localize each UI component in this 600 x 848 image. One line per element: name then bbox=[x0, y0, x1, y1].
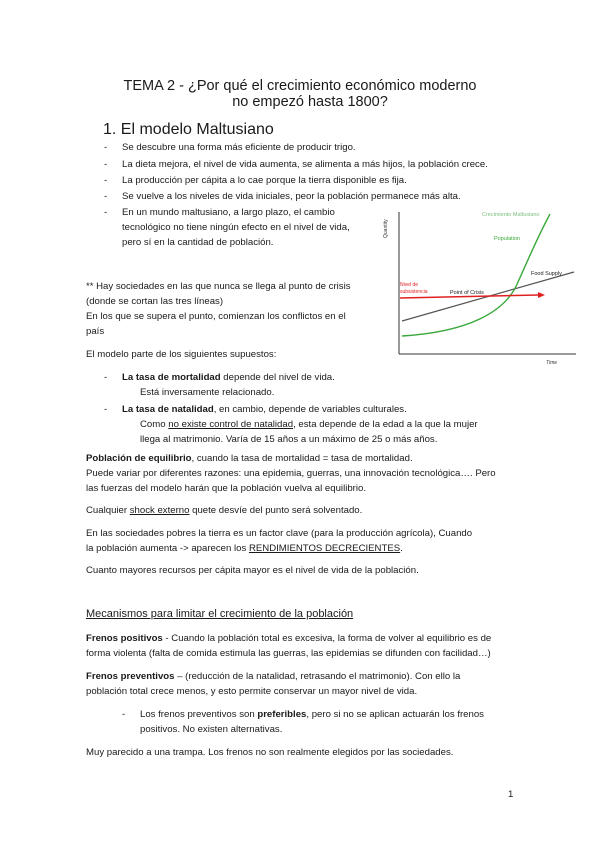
y-axis-label: Quantity bbox=[383, 219, 389, 238]
bullet-dash: - bbox=[104, 372, 108, 383]
bullet-dash: - bbox=[104, 142, 108, 153]
positive-line-1 bbox=[86, 631, 491, 647]
positive-line-2: forma violenta (falta de comida estimula las guerras, las epidemias se difunden con facilidad…) bbox=[86, 648, 491, 659]
preferable-line-1 bbox=[140, 707, 484, 723]
crisis-label: Point of Crisis bbox=[450, 290, 484, 296]
chart-top-label: Crecimiento Maltusiano bbox=[482, 212, 540, 218]
bullet-dash: - bbox=[122, 709, 126, 720]
preventive-rest: – (reducción de la natalidad, retrasando el matrimonio). Con ello la bbox=[174, 671, 461, 682]
bullet-text: La dieta mejora, el nivel de vida aumenta, se alimenta a más hijos, la población crece. bbox=[122, 159, 488, 170]
bullet-text: Se vuelve a los niveles de vida iniciales, peor la población permanece más alta. bbox=[122, 191, 461, 202]
note-line: (donde se cortan las tres líneas) bbox=[86, 296, 224, 307]
preventive-line-1 bbox=[86, 669, 460, 685]
note-line: ** Hay sociedades en las que nunca se llega al punto de crisis bbox=[86, 281, 351, 292]
preferable-term: preferibles bbox=[257, 709, 307, 720]
text-span: la población aumenta -> aparecen los bbox=[86, 543, 249, 554]
bullet-dash: - bbox=[104, 175, 108, 186]
bullet-text: La producción per cápita a lo cae porque la tierra disponible es fija. bbox=[122, 175, 407, 186]
text-span: Los frenos preventivos son bbox=[140, 709, 258, 720]
subsistence-arrowhead bbox=[538, 292, 545, 298]
text-span: Cualquier bbox=[86, 505, 130, 516]
natality-sub-1 bbox=[140, 417, 478, 433]
text-span: Como bbox=[140, 419, 169, 430]
closing-line: Muy parecido a una trampa. Los frenos no son realmente elegidos por las sociedades. bbox=[86, 747, 454, 758]
equilibrium-line-3: las fuerzas del modelo harán que la población vuelva al equilibrio. bbox=[86, 483, 366, 494]
preferable-line-2: positivos. No existen alternativas. bbox=[140, 724, 283, 735]
poor-line-1: En las sociedades pobres la tierra es un factor clave (para la producción agrícola), Cuando bbox=[86, 528, 473, 539]
poor-line-2 bbox=[86, 541, 403, 557]
assumptions-intro: El modelo parte de los siguientes supuestos: bbox=[86, 349, 277, 360]
bullet-text: Se descubre una forma más eficiente de producir trigo. bbox=[122, 142, 356, 153]
note-line: país bbox=[86, 326, 105, 337]
mortality-rest: depende del nivel de vida. bbox=[220, 372, 335, 383]
resources-line: Cuanto mayores recursos per cápita mayor es el nivel de vida de la población. bbox=[86, 565, 419, 576]
equilibrium-line-1 bbox=[86, 451, 413, 467]
text-span: . bbox=[400, 543, 403, 554]
malthusian-chart bbox=[378, 208, 580, 368]
preventive-line-2: población total crece menos, y esto permite conservar un mayor nivel de vida. bbox=[86, 686, 418, 697]
section-heading-malthus: 1. El modelo Maltusiano bbox=[103, 121, 274, 138]
text-span: quete desvíe del punto será solventado. bbox=[189, 505, 363, 516]
positive-rest: - Cuando la población total es excesiva, la forma de volver al equilibrio es de bbox=[162, 633, 492, 644]
x-axis-label: Time bbox=[546, 360, 558, 366]
text-span: , pero si no se aplican actuarán los frenos bbox=[306, 709, 484, 720]
section-heading-mechanisms: Mecanismos para limitar el crecimiento de la población bbox=[86, 608, 354, 620]
food-supply-label: Food Supply bbox=[531, 271, 562, 277]
bullet-text: pero sí en la cantidad de población. bbox=[122, 237, 274, 248]
note-line: En los que se supera el punto, comienzan los conflictos en el bbox=[86, 311, 346, 322]
mortality-sub: Está inversamente relacionado. bbox=[140, 387, 275, 398]
bullet-dash: - bbox=[104, 159, 108, 170]
bullet-text: tecnológico no tiene ningún efecto en el nivel de vida, bbox=[122, 222, 350, 233]
population-label: Population bbox=[494, 236, 520, 242]
equilibrium-term: Población de equilibrio bbox=[86, 453, 192, 464]
bullet-text: En un mundo maltusiano, a largo plazo, el cambio bbox=[122, 207, 335, 218]
positive-term: Frenos positivos bbox=[86, 633, 163, 644]
natality-line bbox=[122, 402, 407, 418]
no-birth-control-underlined: no existe control de natalidad bbox=[168, 419, 294, 430]
bullet-dash: - bbox=[104, 191, 108, 202]
mortality-line bbox=[122, 370, 335, 386]
preventive-term: Frenos preventivos bbox=[86, 671, 175, 682]
natality-term: La tasa de natalidad bbox=[122, 404, 214, 415]
shock-line bbox=[86, 503, 362, 519]
natality-sub-2: llega al matrimonio. Varía de 15 años a un máximo de 25 o más años. bbox=[140, 434, 438, 445]
subsistence-label-2: subsistencia bbox=[400, 289, 428, 295]
bullet-dash: - bbox=[104, 207, 108, 218]
text-span: , esta depende de la edad a la que la mujer bbox=[293, 419, 478, 430]
bullet-dash: - bbox=[104, 404, 108, 415]
mortality-term: La tasa de mortalidad bbox=[122, 372, 221, 383]
page-title-line-1: TEMA 2 - ¿Por qué el crecimiento económico moderno bbox=[123, 78, 477, 94]
natality-rest: , en cambio, depende de variables culturales. bbox=[213, 404, 407, 415]
page-number: 1 bbox=[508, 789, 514, 800]
shock-externo-underlined: shock externo bbox=[129, 505, 190, 516]
subsistence-label-1: Nivel de bbox=[400, 282, 419, 288]
equilibrium-rest: , cuando la tasa de mortalidad = tasa de mortalidad. bbox=[191, 453, 413, 464]
population-curve bbox=[402, 214, 550, 336]
equilibrium-line-2: Puede variar por diferentes razones: una epidemia, guerras, una innovación tecnológica…. Pero bbox=[86, 468, 496, 479]
page-title-line-2: no empezó hasta 1800? bbox=[232, 94, 388, 110]
diminishing-returns-underlined: RENDIMIENTOS DECRECIENTES bbox=[248, 543, 401, 554]
